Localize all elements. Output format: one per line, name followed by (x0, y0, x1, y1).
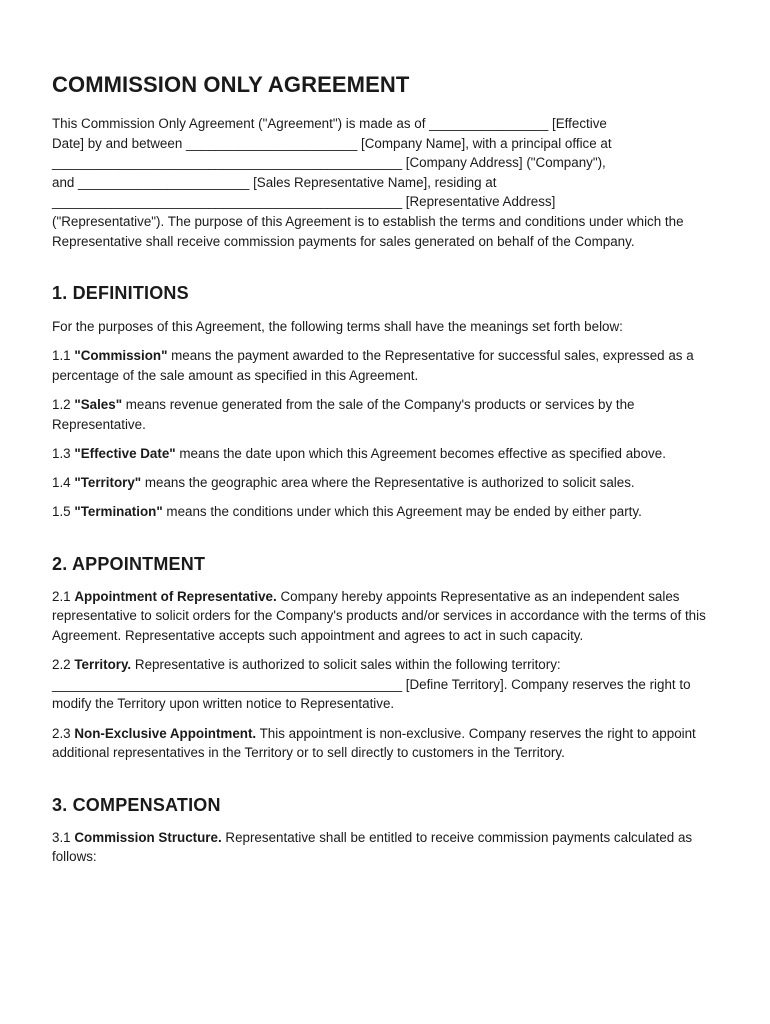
clause-term: Non-Exclusive Appointment. (74, 725, 257, 741)
clause-number: 3.1 (52, 829, 71, 845)
clause-number: 1.2 (52, 397, 71, 413)
definitions-lead: For the purposes of this Agreement, the following terms shall have the meanings set forth below: (52, 319, 623, 335)
intro-line-5: _______________________________________________ [Representative Address] (52, 194, 556, 210)
appointment-clause (52, 587, 718, 646)
clause-term: Appointment of Representative. (74, 588, 277, 604)
intro-paragraph (52, 114, 718, 251)
definition-clause (52, 444, 718, 464)
clause-text: means the payment awarded to the Representative for successful sales, expressed as a percentage of the sale amount as specified in this Agreement. (52, 348, 694, 383)
clause-number: 1.5 (52, 504, 71, 520)
clause-term: "Termination" (74, 504, 163, 520)
section-heading-appointment: 2. APPOINTMENT (52, 553, 206, 574)
section-heading-definitions: 1. DEFINITIONS (52, 283, 189, 304)
appointment-clause (52, 724, 718, 763)
clause-term: "Commission" (74, 348, 168, 364)
clause-text: means the conditions under which this Agreement may be ended by either party. (162, 504, 642, 520)
appointment-clause (52, 655, 718, 714)
clause-number: 1.1 (52, 348, 71, 364)
intro-line-3: _______________________________________________ [Company Address] ("Company"), (52, 155, 606, 171)
intro-line-4: and _______________________ [Sales Representative Name], residing at (52, 174, 497, 190)
document-title: COMMISSION ONLY AGREEMENT (52, 72, 410, 97)
clause-text: means the date upon which this Agreement becomes effective as specified above. (175, 445, 666, 461)
clause-text: means the geographic area where the Representative is authorized to solicit sales. (141, 475, 635, 491)
intro-line-2: Date] by and between _______________________ [Company Name], with a principal office at (52, 135, 612, 151)
clause-term: "Sales" (74, 397, 123, 413)
clause-text: means revenue generated from the sale of the Company's products or services by the Representative. (52, 397, 635, 432)
definition-clause (52, 346, 718, 385)
definition-clause (52, 502, 718, 522)
clause-text: Representative shall be entitled to receive commission payments calculated as follows: (52, 829, 693, 865)
intro-line-1: This Commission Only Agreement ("Agreement") is made as of ________________ [Effective (52, 116, 607, 131)
clause-text: Representative is authorized to solicit sales within the following territory: _______________________________________________ [Define Territory]. Company reserves the right to modify the Territory upon written notice to Representative. (52, 657, 691, 712)
clause-number: 2.1 (52, 588, 71, 604)
clause-term: Territory. (74, 657, 132, 673)
intro-rest: ("Representative"). The purpose of this Agreement is to establish the terms and conditions under which the Representative shall receive commission payments for sales generated on behalf of the Company. (52, 213, 684, 249)
definition-clause (52, 473, 718, 493)
section-heading-compensation: 3. COMPENSATION (52, 794, 221, 815)
clause-text: Company hereby appoints Representative as an independent sales representative to solicit orders for the Company's products and/or services in accordance with the terms of this Agreement. Representative accepts such appointment and agrees to act in such capacity. (52, 588, 706, 644)
clause-number: 1.3 (52, 445, 71, 461)
compensation-clause (52, 828, 718, 867)
clause-term: "Territory" (74, 475, 142, 491)
clause-text: This appointment is non-exclusive. Company reserves the right to appoint additional representatives in the Territory or to sell directly to customers in the Territory. (52, 725, 696, 761)
clause-number: 2.2 (52, 657, 71, 673)
definition-clause (52, 395, 718, 434)
clause-term: "Effective Date" (74, 445, 176, 461)
clause-number: 2.3 (52, 725, 71, 741)
clause-term: Commission Structure. (74, 829, 222, 845)
clause-number: 1.4 (52, 475, 71, 491)
